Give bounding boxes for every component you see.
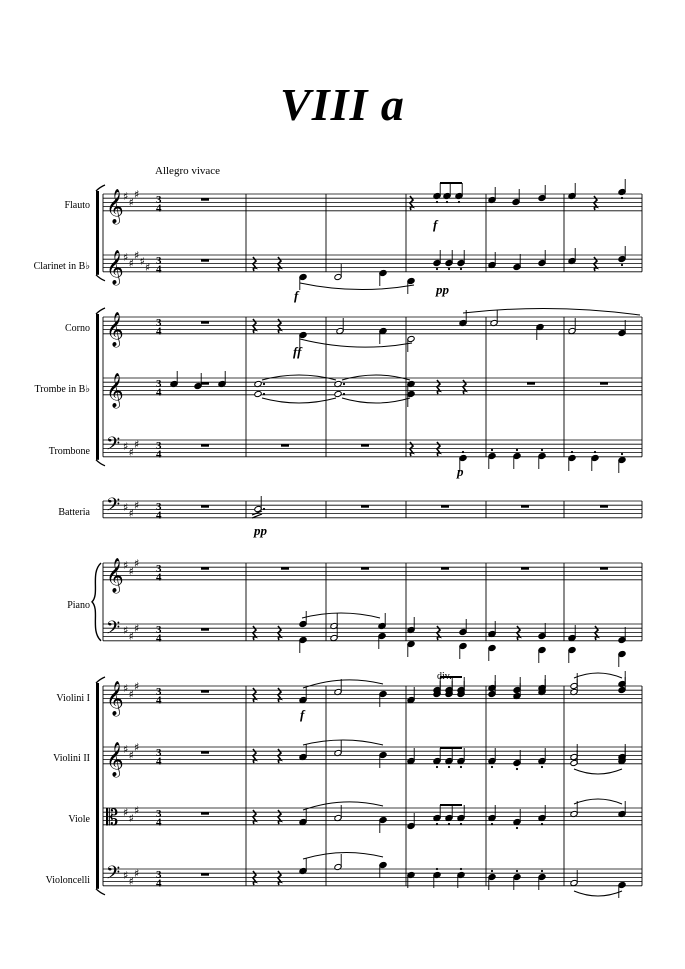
sharp-sign: ♯ xyxy=(134,680,140,693)
sharp-sign: ♯ xyxy=(123,806,129,819)
instrument-label-flauto: Flauto xyxy=(64,200,90,211)
slur xyxy=(574,769,622,774)
dynamic-violini-1: f xyxy=(300,707,305,722)
whole-rest xyxy=(201,873,209,876)
staccato-dot xyxy=(516,449,518,451)
sharp-sign: ♯ xyxy=(128,749,134,762)
bracket-hook xyxy=(96,889,105,895)
sharp-sign: ♯ xyxy=(134,499,140,512)
sharp-sign: ♯ xyxy=(134,438,140,451)
bass-clef: 𝄢 xyxy=(106,618,121,643)
notehead xyxy=(334,390,342,397)
time-signature-bottom: 4 xyxy=(156,632,162,645)
sharp-sign: ♯ xyxy=(128,446,134,459)
bass-clef: 𝄢 xyxy=(106,863,121,888)
instrument-label-batteria: Batteria xyxy=(58,507,90,518)
whole-rest xyxy=(201,259,209,262)
whole-rest xyxy=(201,690,209,693)
time-signature-bottom: 4 xyxy=(156,386,162,399)
sharp-sign: ♯ xyxy=(128,565,134,578)
time-signature-bottom: 4 xyxy=(156,877,162,890)
time-signature-bottom: 4 xyxy=(156,325,162,338)
staccato-dot xyxy=(491,823,493,825)
staccato-dot xyxy=(446,201,448,203)
sharp-sign: ♯ xyxy=(134,804,140,817)
sharp-sign: ♯ xyxy=(123,559,129,572)
key-signatures xyxy=(123,188,150,888)
sharp-sign: ♯ xyxy=(123,869,129,882)
whole-rest xyxy=(201,505,209,508)
dynamic-flauto: f xyxy=(433,217,438,232)
bracket-hook xyxy=(96,275,105,281)
staccato-dot xyxy=(458,201,460,203)
bass-clef: 𝄢 xyxy=(106,434,121,459)
instrument-label-clarinet: Clarinet in B♭ xyxy=(33,261,90,272)
staccato-dot xyxy=(462,451,464,453)
time-signature-top: 3 xyxy=(156,317,162,329)
sharp-sign: ♯ xyxy=(134,622,140,635)
sharp-sign: ♯ xyxy=(128,812,134,825)
whole-rest xyxy=(201,628,209,631)
sharp-sign: ♯ xyxy=(123,501,129,514)
whole-rest xyxy=(361,444,369,447)
sharp-sign: ♯ xyxy=(128,257,134,270)
bracket-hook xyxy=(96,460,105,466)
dynamic-corno: ff xyxy=(293,344,302,359)
whole-rest xyxy=(201,444,209,447)
staccato-dot xyxy=(436,268,438,270)
slur xyxy=(574,799,622,804)
dynamic-clarinet-2: pp xyxy=(436,282,449,297)
staccato-dot xyxy=(541,766,543,768)
staccato-dot xyxy=(460,766,462,768)
treble-clef: 𝄞 xyxy=(106,558,124,593)
time-signature-top: 3 xyxy=(156,378,162,390)
treble-clef: 𝄞 xyxy=(106,742,124,777)
staccato-dot xyxy=(541,449,543,451)
dynamic-batteria: pp xyxy=(254,523,267,538)
slur xyxy=(262,375,336,380)
instrument-label-violini-1: Violini I xyxy=(56,693,90,704)
sharp-sign: ♯ xyxy=(123,682,129,695)
instrument-label-corno: Corno xyxy=(65,323,90,334)
sharp-sign: ♯ xyxy=(145,261,151,274)
time-signature-bottom: 4 xyxy=(156,755,162,768)
staccato-dot xyxy=(491,870,493,872)
treble-clef: 𝄞 xyxy=(106,681,124,716)
treble-clef: 𝄞 xyxy=(106,312,124,347)
time-signature-top: 3 xyxy=(156,869,162,881)
whole-rest xyxy=(527,382,535,385)
sharp-sign: ♯ xyxy=(123,440,129,453)
treble-clef: 𝄞 xyxy=(106,189,124,224)
time-signature-bottom: 4 xyxy=(156,509,162,522)
slur xyxy=(342,375,410,380)
staccato-dot xyxy=(436,823,438,825)
sharp-sign: ♯ xyxy=(134,249,140,262)
staccato-dot xyxy=(541,870,543,872)
bracket-hook xyxy=(96,308,105,314)
augmentation-dot xyxy=(263,383,265,385)
slur xyxy=(300,339,412,347)
sharp-sign: ♯ xyxy=(123,743,129,756)
whole-rest xyxy=(281,444,289,447)
whole-rest xyxy=(600,567,608,570)
sharp-sign: ♯ xyxy=(128,688,134,701)
staccato-dot xyxy=(541,823,543,825)
staccato-dot xyxy=(436,868,438,870)
piano-brace xyxy=(92,563,101,641)
sharp-sign: ♯ xyxy=(123,251,129,264)
slur xyxy=(303,740,383,745)
time-signature-bottom: 4 xyxy=(156,571,162,584)
time-signature-top: 3 xyxy=(156,501,162,513)
sharp-sign: ♯ xyxy=(134,867,140,880)
whole-rest xyxy=(201,321,209,324)
bracket-hook xyxy=(96,185,105,191)
bracket-hook xyxy=(96,677,105,683)
whole-rest xyxy=(201,751,209,754)
alto-clef: 𝄡 xyxy=(106,806,119,831)
sharp-sign: ♯ xyxy=(134,188,140,201)
dynamic-trombone: p xyxy=(457,464,464,479)
sharp-sign: ♯ xyxy=(128,196,134,209)
slur xyxy=(303,802,383,810)
slur xyxy=(342,398,410,403)
whole-rest xyxy=(201,382,209,385)
time-signature-top: 3 xyxy=(156,440,162,452)
whole-rest xyxy=(361,567,369,570)
dynamics xyxy=(253,217,464,722)
staccato-dot xyxy=(448,766,450,768)
time-signature-bottom: 4 xyxy=(156,263,162,276)
staccato-dot xyxy=(621,197,623,199)
whole-rest xyxy=(281,567,289,570)
whole-rest xyxy=(201,812,209,815)
notehead xyxy=(254,390,262,397)
instrument-label-violini-2: Violini II xyxy=(53,753,90,764)
instrument-label-trombone: Trombone xyxy=(48,446,90,457)
whole-rest xyxy=(441,567,449,570)
staccato-dot xyxy=(491,766,493,768)
staccato-dot xyxy=(436,766,438,768)
staccato-dot xyxy=(436,201,438,203)
time-signature-bottom: 4 xyxy=(156,694,162,707)
sharp-sign: ♯ xyxy=(123,190,129,203)
time-signature-top: 3 xyxy=(156,686,162,698)
time-signature-bottom: 4 xyxy=(156,448,162,461)
staccato-dot xyxy=(460,823,462,825)
sharp-sign: ♯ xyxy=(139,255,145,268)
sharp-sign: ♯ xyxy=(134,557,140,570)
whole-rest xyxy=(201,567,209,570)
staccato-dot xyxy=(491,449,493,451)
whole-rest xyxy=(441,505,449,508)
sharp-sign: ♯ xyxy=(128,875,134,888)
staccato-dot xyxy=(594,451,596,453)
time-signature-top: 3 xyxy=(156,563,162,575)
staff-lines xyxy=(103,194,642,886)
system-bracket xyxy=(96,191,99,275)
system-bracket xyxy=(96,683,99,889)
page-title: VIII a xyxy=(280,79,405,130)
treble-clef: 𝄞 xyxy=(106,250,124,285)
whole-rest xyxy=(521,567,529,570)
dynamic-clarinet-1: f xyxy=(294,288,299,303)
sharp-sign: ♯ xyxy=(134,741,140,754)
whole-rest xyxy=(600,505,608,508)
augmentation-dot xyxy=(343,383,345,385)
time-signature-top: 3 xyxy=(156,194,162,206)
time-signature-top: 3 xyxy=(156,255,162,267)
slur xyxy=(302,613,380,618)
staccato-dot xyxy=(621,453,623,455)
barlines xyxy=(103,194,642,886)
slur xyxy=(463,308,640,315)
augmentation-dot xyxy=(263,508,265,510)
staccato-dot xyxy=(516,768,518,770)
staccato-dot xyxy=(516,827,518,829)
slur xyxy=(574,891,622,896)
sharp-sign: ♯ xyxy=(128,507,134,520)
whole-rest xyxy=(600,382,608,385)
time-signatures xyxy=(156,194,162,890)
slur xyxy=(300,283,414,290)
instrument-label-violoncelli: Violoncelli xyxy=(45,875,90,886)
clefs xyxy=(106,189,124,888)
sharp-sign: ♯ xyxy=(128,630,134,643)
instrument-label-trombe: Trombe in B♭ xyxy=(34,384,90,395)
time-signature-top: 3 xyxy=(156,624,162,636)
instrument-label-viole: Viole xyxy=(68,814,90,825)
staccato-dot xyxy=(516,870,518,872)
whole-rest xyxy=(361,505,369,508)
staccato-dot xyxy=(448,268,450,270)
div-marking: div. xyxy=(437,671,452,682)
time-signature-bottom: 4 xyxy=(156,816,162,829)
time-signature-top: 3 xyxy=(156,747,162,759)
staccato-dot xyxy=(621,264,623,266)
slur xyxy=(262,398,336,403)
slur xyxy=(303,680,383,688)
staccato-dot xyxy=(460,268,462,270)
time-signature-top: 3 xyxy=(156,808,162,820)
staccato-dot xyxy=(571,451,573,453)
augmentation-dot xyxy=(343,393,345,395)
slur xyxy=(574,673,622,678)
time-signature-bottom: 4 xyxy=(156,202,162,215)
tempo-marking: Allegro vivace xyxy=(155,165,221,177)
treble-clef: 𝄞 xyxy=(106,373,124,408)
slur xyxy=(303,852,383,859)
notes xyxy=(170,179,626,898)
system-bracket xyxy=(96,314,99,460)
staccato-dot xyxy=(448,823,450,825)
bass-clef: 𝄢 xyxy=(106,495,121,520)
instrument-label-piano: Piano xyxy=(67,600,90,611)
whole-rest xyxy=(201,198,209,201)
sharp-sign: ♯ xyxy=(123,624,129,637)
whole-rest xyxy=(521,505,529,508)
augmentation-dot xyxy=(263,393,265,395)
staccato-dot xyxy=(460,868,462,870)
